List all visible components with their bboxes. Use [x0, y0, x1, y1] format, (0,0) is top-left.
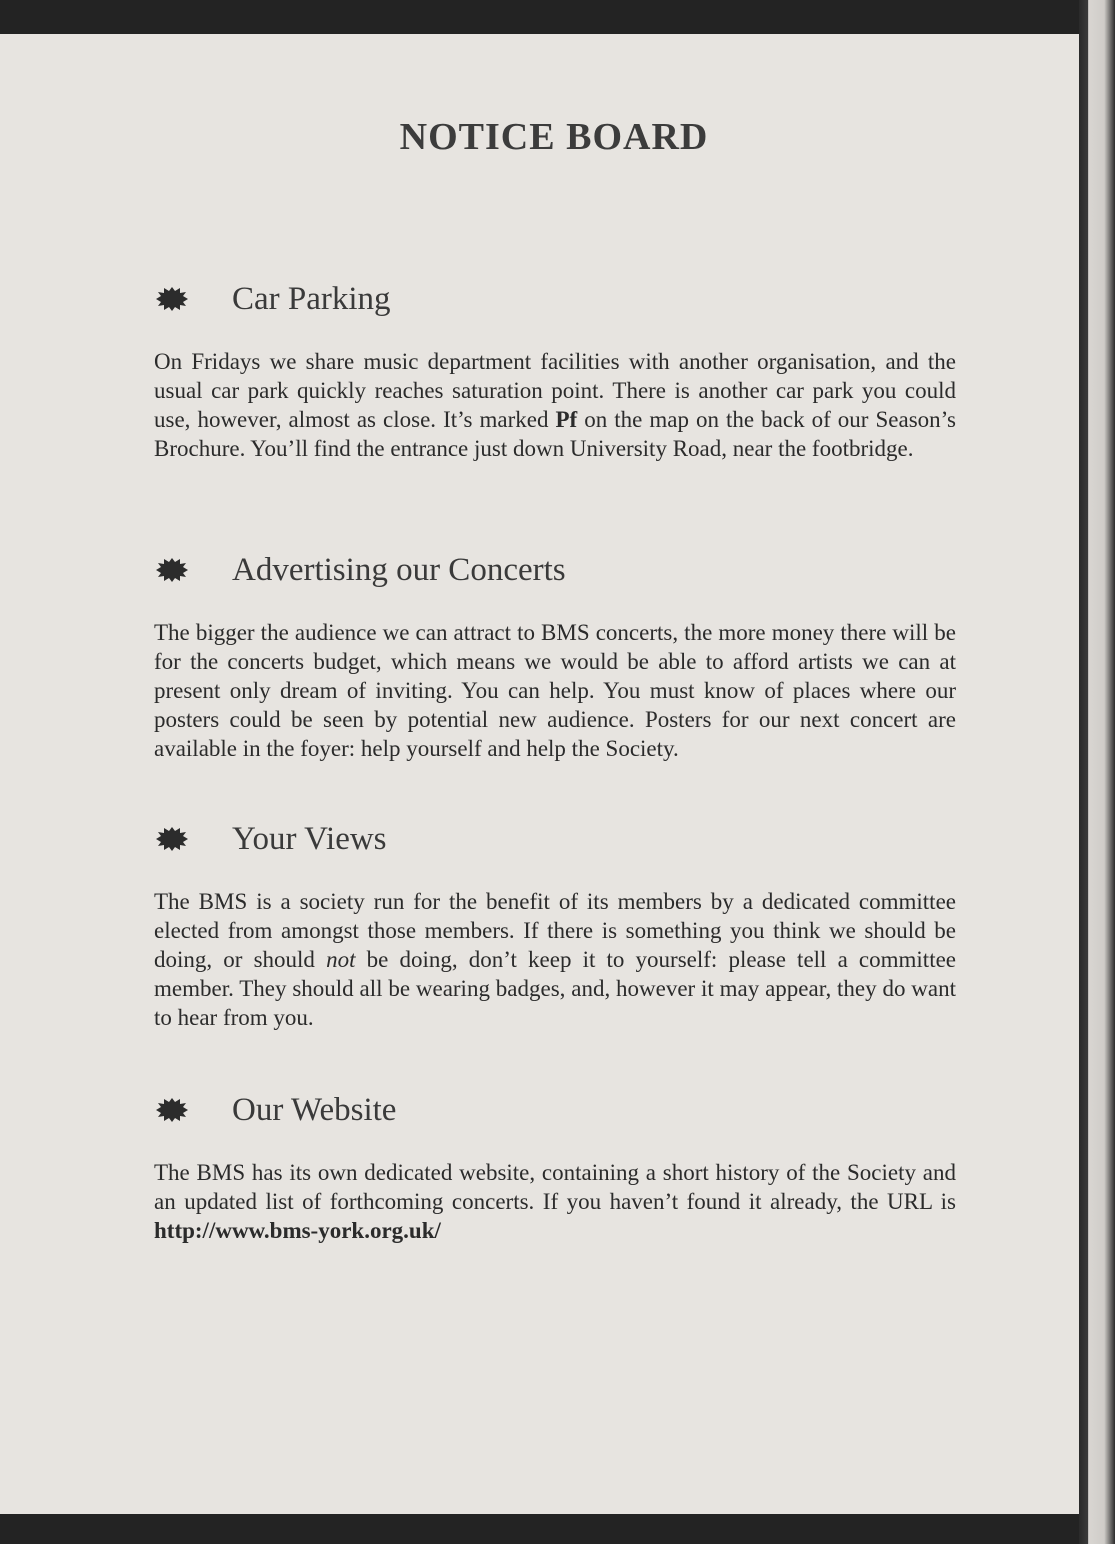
- section-your-views: [154, 817, 956, 1032]
- section-website: [154, 1088, 956, 1245]
- section-heading: [154, 817, 956, 861]
- starburst-bullet-icon: [156, 287, 188, 311]
- section-body: [154, 887, 956, 1032]
- map-code: Pf: [555, 407, 578, 432]
- starburst-bullet-icon: [156, 558, 188, 582]
- section-advertising: [154, 548, 956, 763]
- heading-text: Your Views: [232, 820, 387, 857]
- section-body: The bigger the audience we can attract to BMS concerts, the more money there will be for the concerts budget, which means we would be able to afford artists we can at present only dream of inviting. You can help. You must know of places where our posters could be seen by potential new audience. Posters for our next concert are available in the foyer: help yourself and help the Society.: [154, 620, 956, 761]
- section-heading: [154, 1088, 956, 1132]
- body-text: On Fridays we share music department facilities with another organisation, and the usual car park quickly reaches saturation point. There is another car park you could use, however, almost as close. It’s marked: [154, 349, 956, 432]
- heading-text: Car Parking: [232, 280, 391, 317]
- notice-board-page: [0, 34, 1080, 1514]
- starburst-bullet-icon: [156, 1098, 188, 1122]
- section-body: [154, 347, 956, 463]
- section-body: [154, 1158, 956, 1245]
- section-heading: [154, 548, 956, 592]
- body-text: on the map on the back of our Season’s Brochure. You’ll find the entrance just down University Road, near the footbridge.: [154, 407, 956, 461]
- section-car-parking: [154, 277, 956, 463]
- heading-text: Advertising our Concerts: [232, 551, 566, 588]
- page-title: NOTICE BOARD: [399, 116, 709, 158]
- body-text: be doing, don’t keep it to yourself: please tell a committee member. They should all be wearing badges, and, however it may appear, they do want to hear from you.: [154, 947, 956, 1030]
- website-url: http://www.bms-york.org.uk/: [154, 1218, 441, 1243]
- section-heading: [154, 277, 956, 321]
- body-text: The BMS has its own dedicated website, containing a short history of the Society and an updated list of forthcoming concerts. If you haven’t found it already, the URL is: [154, 1160, 956, 1214]
- heading-text: Our Website: [232, 1091, 397, 1128]
- page-edge: [1079, 0, 1115, 1544]
- starburst-bullet-icon: [156, 827, 188, 851]
- emphasis-text: not: [326, 947, 356, 972]
- body-text: The BMS is a society run for the benefit of its members by a dedicated committee elected from amongst those members. If there is something you think we should be doing, or should: [154, 889, 956, 972]
